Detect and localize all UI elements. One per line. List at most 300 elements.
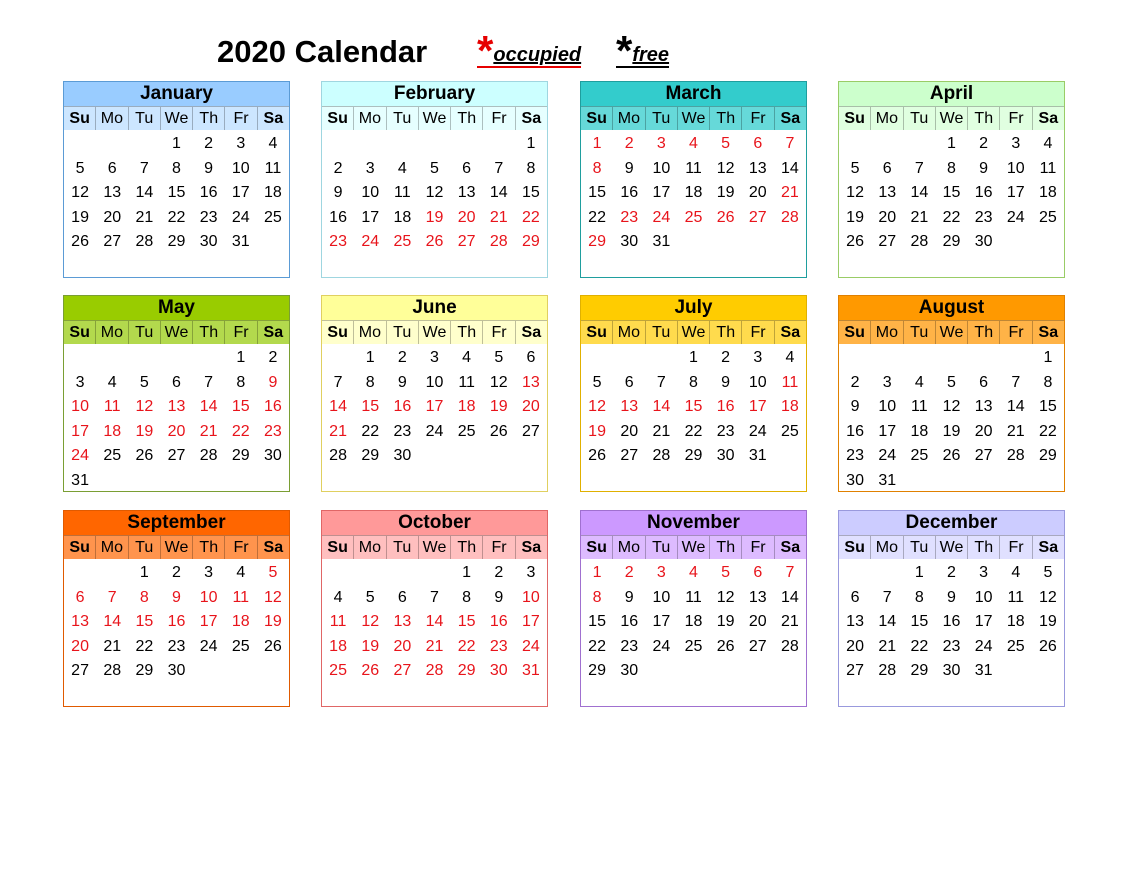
day-cell: 10: [748, 373, 767, 391]
weekday-header-row: [581, 535, 806, 559]
day-cell-occupied: 22: [457, 637, 476, 655]
empty-day-cell: [968, 346, 1000, 371]
day-cell-occupied: 15: [231, 398, 250, 416]
day-cell-occupied: 14: [199, 398, 218, 416]
day-cell: 31: [878, 471, 897, 489]
day-cell: 28: [910, 233, 929, 251]
day-cell-occupied: 6: [75, 588, 85, 606]
day-cell: 7: [139, 159, 149, 177]
day-cell: 25: [684, 637, 703, 655]
weekday-label: We: [936, 106, 968, 130]
day-cell: 22: [135, 637, 154, 655]
day-cell: 21: [781, 613, 799, 631]
day-cell: 15: [588, 184, 606, 202]
day-cell: 14: [781, 588, 799, 606]
month-name: May: [64, 296, 289, 320]
day-cell-occupied: 18: [103, 422, 122, 440]
day-cell: 14: [489, 184, 508, 202]
day-cell: 9: [850, 398, 860, 416]
day-cell-occupied: 26: [716, 208, 735, 226]
weekday-label: Th: [710, 106, 742, 130]
empty-day-cell: [128, 346, 160, 371]
occupied-star-icon: *: [477, 27, 494, 74]
day-cell: 6: [850, 588, 860, 606]
day-cell: 5: [139, 373, 149, 391]
day-cell: 29: [231, 447, 250, 465]
day-cell: 25: [1039, 208, 1057, 226]
empty-day-cell: [96, 346, 128, 371]
day-cell-occupied: 11: [103, 398, 121, 416]
day-cell: 16: [620, 184, 639, 202]
weekday-header-row: [322, 320, 547, 344]
day-cell: 26: [846, 233, 864, 251]
weekday-label: Su: [64, 320, 96, 344]
weekday-label: Tu: [904, 106, 936, 130]
day-cell: 16: [942, 613, 961, 631]
day-cell: 12: [425, 184, 444, 202]
weekday-header-row: [839, 106, 1064, 130]
weekday-label: Su: [581, 320, 613, 344]
day-cell: 3: [882, 373, 892, 391]
empty-day-cell: [645, 346, 677, 371]
empty-day-cell: [903, 132, 935, 157]
day-cell: 31: [71, 471, 89, 489]
empty-day-cell: [483, 132, 515, 157]
day-cell: 10: [361, 184, 380, 202]
weekday-label: Mo: [871, 320, 903, 344]
day-cell: 30: [846, 471, 864, 489]
weekday-label: Fr: [225, 106, 257, 130]
weekday-label: Mo: [871, 535, 903, 559]
day-cell: 2: [268, 349, 278, 366]
day-cell: 16: [620, 613, 639, 631]
weekday-label: We: [161, 106, 193, 130]
day-cell-occupied: 6: [753, 135, 763, 152]
day-cell: 28: [781, 637, 799, 655]
day-cell: 10: [974, 588, 993, 606]
weekday-label: Su: [64, 535, 96, 559]
day-cell: 28: [1006, 447, 1025, 465]
day-cell-occupied: 10: [199, 588, 218, 606]
day-cell: 29: [910, 662, 929, 680]
day-cell-occupied: 29: [457, 662, 476, 680]
day-cell: 22: [684, 422, 703, 440]
day-cell-occupied: 19: [135, 422, 154, 440]
day-cell-occupied: 14: [652, 398, 671, 416]
day-cell: 22: [910, 637, 929, 655]
day-cell-occupied: 18: [457, 398, 476, 416]
day-cell: 24: [1006, 208, 1025, 226]
day-cell: 2: [721, 349, 731, 366]
day-cell-occupied: 12: [264, 588, 282, 606]
day-cell-occupied: 8: [592, 159, 602, 177]
day-cell: 19: [846, 208, 864, 226]
day-cell: 1: [947, 135, 956, 152]
day-cell: 8: [365, 373, 375, 391]
day-cell: 1: [689, 349, 698, 366]
day-cell-occupied: 9: [172, 588, 181, 606]
day-cell-occupied: 29: [588, 233, 606, 251]
day-cell: 8: [689, 373, 698, 391]
day-cell: 2: [850, 373, 860, 391]
day-cell: 21: [135, 208, 154, 226]
day-cell: 4: [914, 373, 924, 391]
weekday-label: Fr: [1000, 106, 1032, 130]
day-cell: 24: [974, 637, 993, 655]
day-cell: 6: [624, 373, 634, 391]
day-cell-occupied: 15: [684, 398, 703, 416]
day-cell: 31: [748, 447, 767, 465]
weekday-label: Tu: [387, 106, 419, 130]
day-cell: 11: [685, 588, 702, 606]
weekday-label: Th: [193, 320, 225, 344]
day-cell: 25: [1006, 637, 1025, 655]
day-cell: 20: [846, 637, 864, 655]
day-cell-occupied: 14: [103, 613, 122, 631]
day-cell: 4: [107, 373, 117, 391]
day-cell-occupied: 3: [656, 135, 666, 152]
day-cell: 17: [974, 613, 993, 631]
weekday-label: Th: [968, 106, 1000, 130]
day-cell: 27: [878, 233, 897, 251]
empty-day-cell: [871, 561, 903, 586]
day-cell: 9: [624, 159, 634, 177]
day-cell-occupied: 17: [748, 398, 767, 416]
legend-occupied-label: occupied: [493, 44, 582, 66]
empty-day-cell: [354, 561, 386, 586]
day-cell: 13: [457, 184, 476, 202]
day-cell: 12: [71, 184, 89, 202]
day-cell-occupied: 8: [139, 588, 149, 606]
day-cell: 3: [204, 564, 214, 581]
weekday-label: We: [161, 320, 193, 344]
day-cell: 1: [526, 135, 536, 152]
weekday-label: We: [936, 320, 968, 344]
day-cell: 24: [748, 422, 767, 440]
weekday-label: Fr: [225, 535, 257, 559]
weekday-label: Sa: [516, 320, 547, 344]
day-cell: 18: [1006, 613, 1025, 631]
day-cell: 29: [684, 447, 703, 465]
weekday-label: Sa: [516, 106, 547, 130]
day-cell: 18: [264, 184, 282, 202]
empty-day-cell: [386, 561, 418, 586]
day-cell: 19: [942, 422, 961, 440]
day-cell: 26: [489, 422, 508, 440]
day-cell: 16: [974, 184, 993, 202]
day-grid: [839, 130, 1064, 255]
day-cell: 27: [522, 422, 540, 440]
empty-day-cell: [839, 346, 871, 371]
day-cell: 9: [333, 184, 343, 202]
weekday-label: Mo: [613, 535, 645, 559]
weekday-label: We: [161, 535, 193, 559]
weekday-label: Th: [710, 535, 742, 559]
day-cell-occupied: 11: [329, 613, 347, 631]
day-cell: 14: [910, 184, 929, 202]
day-cell-occupied: 8: [592, 588, 602, 606]
day-cell: 3: [979, 564, 989, 581]
weekday-label: Tu: [646, 535, 678, 559]
weekday-label: Su: [581, 106, 613, 130]
day-cell-occupied: 28: [489, 233, 508, 251]
day-cell-occupied: 18: [781, 398, 799, 416]
day-cell: 14: [135, 184, 154, 202]
day-cell: 24: [878, 447, 897, 465]
day-cell: 20: [620, 422, 639, 440]
weekday-header-row: [64, 535, 289, 559]
day-cell-occupied: 13: [71, 613, 89, 631]
day-cell: 2: [947, 564, 956, 581]
day-cell: 9: [947, 588, 956, 606]
day-cell-occupied: 18: [329, 637, 347, 655]
day-cell: 18: [684, 184, 703, 202]
day-cell: 18: [684, 613, 703, 631]
day-cell: 13: [846, 613, 864, 631]
day-cell: 12: [489, 373, 508, 391]
day-cell: 13: [748, 159, 767, 177]
day-cell: 9: [624, 588, 634, 606]
weekday-label: Th: [451, 320, 483, 344]
day-cell-occupied: 19: [264, 613, 282, 631]
month-december: [838, 510, 1065, 707]
day-grid: [64, 344, 289, 494]
day-cell: 30: [974, 233, 993, 251]
day-cell: 15: [1039, 398, 1057, 416]
empty-day-cell: [839, 132, 871, 157]
empty-day-cell: [418, 132, 450, 157]
day-cell: 4: [236, 564, 246, 581]
day-cell: 4: [785, 349, 795, 366]
day-cell: 29: [167, 233, 186, 251]
month-name: April: [839, 82, 1064, 106]
day-cell: 25: [910, 447, 929, 465]
day-cell: 10: [652, 159, 671, 177]
weekday-label: Mo: [96, 320, 128, 344]
day-cell: 7: [333, 373, 343, 391]
day-cell: 22: [361, 422, 380, 440]
empty-day-cell: [160, 346, 192, 371]
day-cell-occupied: 28: [425, 662, 444, 680]
day-cell: 25: [103, 447, 122, 465]
day-cell: 25: [231, 637, 250, 655]
day-cell: 30: [199, 233, 218, 251]
weekday-header-row: [322, 106, 547, 130]
day-cell: 25: [264, 208, 282, 226]
day-cell-occupied: 5: [268, 564, 278, 581]
day-cell-occupied: 24: [522, 637, 540, 655]
day-cell: 10: [652, 588, 671, 606]
weekday-label: Th: [193, 535, 225, 559]
day-cell: 19: [71, 208, 89, 226]
weekday-label: Fr: [742, 320, 774, 344]
weekday-label: Th: [451, 535, 483, 559]
month-name: August: [839, 296, 1064, 320]
day-cell: 10: [1006, 159, 1025, 177]
empty-day-cell: [839, 561, 871, 586]
day-cell-occupied: 6: [753, 564, 763, 581]
day-cell: 6: [882, 159, 892, 177]
weekday-header-row: [322, 535, 547, 559]
day-cell: 6: [526, 349, 536, 366]
weekday-label: Sa: [258, 106, 289, 130]
day-cell: 15: [522, 184, 540, 202]
day-cell: 15: [167, 184, 186, 202]
day-cell: 26: [135, 447, 154, 465]
day-cell: 8: [914, 588, 924, 606]
day-cell: 23: [716, 422, 735, 440]
weekday-label: We: [678, 535, 710, 559]
day-cell-occupied: 15: [135, 613, 154, 631]
day-cell-occupied: 16: [167, 613, 186, 631]
weekday-label: Mo: [871, 106, 903, 130]
month-name: June: [322, 296, 547, 320]
day-grid: [839, 344, 1064, 494]
day-cell: 29: [135, 662, 154, 680]
day-cell: 5: [430, 159, 439, 177]
weekday-label: Sa: [775, 320, 806, 344]
day-cell: 24: [199, 637, 218, 655]
weekday-label: Fr: [742, 535, 774, 559]
month-august: [838, 295, 1065, 492]
day-cell: 5: [365, 588, 375, 606]
day-cell-occupied: 10: [522, 588, 540, 606]
weekday-header-row: [839, 320, 1064, 344]
month-june: [321, 295, 548, 492]
day-cell: 14: [1006, 398, 1025, 416]
day-cell-occupied: 21: [425, 637, 444, 655]
day-cell: 21: [1006, 422, 1025, 440]
weekday-label: Tu: [129, 106, 161, 130]
weekday-label: Su: [322, 106, 354, 130]
day-cell-occupied: 23: [329, 233, 347, 251]
day-cell: 15: [942, 184, 961, 202]
day-cell-occupied: 24: [71, 447, 89, 465]
day-cell: 23: [846, 447, 864, 465]
day-cell: 27: [974, 447, 993, 465]
day-cell-occupied: 20: [393, 637, 412, 655]
day-cell: 5: [75, 159, 85, 177]
day-cell: 4: [397, 159, 407, 177]
weekday-label: Th: [968, 535, 1000, 559]
empty-day-cell: [581, 346, 613, 371]
day-cell: 28: [199, 447, 218, 465]
day-grid: [581, 559, 806, 684]
empty-day-cell: [1000, 346, 1032, 371]
day-cell-occupied: 19: [489, 398, 508, 416]
day-cell: 10: [878, 398, 897, 416]
day-cell: 4: [1011, 564, 1021, 581]
day-cell: 20: [974, 422, 993, 440]
day-cell: 10: [425, 373, 444, 391]
day-cell: 22: [588, 208, 606, 226]
day-cell-occupied: 14: [329, 398, 347, 416]
day-cell: 1: [365, 349, 375, 366]
weekday-label: Fr: [483, 106, 515, 130]
day-cell-occupied: 14: [425, 613, 444, 631]
month-january: [63, 81, 290, 278]
day-cell-occupied: 7: [785, 564, 795, 581]
day-cell: 29: [942, 233, 961, 251]
day-cell: 17: [361, 208, 380, 226]
day-cell: 29: [588, 662, 606, 680]
day-cell-occupied: 17: [522, 613, 540, 631]
weekday-label: Fr: [483, 320, 515, 344]
weekday-label: Th: [193, 106, 225, 130]
day-cell: 23: [974, 208, 993, 226]
day-cell: 9: [979, 159, 989, 177]
day-cell: 25: [457, 422, 476, 440]
day-cell: 7: [882, 588, 892, 606]
page-title: 2020 Calendar: [217, 34, 428, 69]
day-cell: 13: [103, 184, 122, 202]
day-cell-occupied: 21: [199, 422, 218, 440]
weekday-label: Sa: [258, 320, 289, 344]
day-cell: 29: [1039, 447, 1057, 465]
weekday-header-row: [581, 320, 806, 344]
day-cell: 28: [329, 447, 347, 465]
weekday-label: We: [419, 320, 451, 344]
day-cell-occupied: 28: [781, 208, 799, 226]
weekday-label: Mo: [613, 320, 645, 344]
day-cell-occupied: 2: [624, 564, 634, 581]
empty-day-cell: [871, 132, 903, 157]
day-cell: 12: [716, 588, 735, 606]
weekday-label: Sa: [1033, 535, 1064, 559]
day-cell: 17: [1006, 184, 1025, 202]
day-cell-occupied: 23: [264, 422, 282, 440]
weekday-label: Tu: [646, 320, 678, 344]
day-cell: 22: [1039, 422, 1057, 440]
day-cell: 12: [942, 398, 961, 416]
day-cell-occupied: 5: [721, 564, 731, 581]
day-cell-occupied: 16: [716, 398, 735, 416]
day-cell: 8: [236, 373, 246, 391]
day-cell: 14: [781, 159, 799, 177]
day-cell-occupied: 20: [167, 422, 186, 440]
day-cell-occupied: 19: [425, 208, 444, 226]
day-cell-occupied: 20: [522, 398, 540, 416]
weekday-label: Sa: [516, 535, 547, 559]
weekday-label: Th: [968, 320, 1000, 344]
empty-day-cell: [128, 132, 160, 157]
day-cell: 6: [172, 373, 181, 391]
day-cell: 3: [365, 159, 375, 177]
day-cell: 7: [494, 159, 504, 177]
day-cell: 18: [910, 422, 929, 440]
day-cell: 30: [716, 447, 735, 465]
day-cell: 19: [716, 184, 735, 202]
day-cell: 11: [1039, 159, 1057, 177]
day-cell-occupied: 31: [522, 662, 540, 680]
month-name: November: [581, 511, 806, 535]
empty-day-cell: [903, 346, 935, 371]
day-cell-occupied: 24: [652, 208, 671, 226]
weekday-label: Tu: [904, 320, 936, 344]
day-cell-occupied: 12: [588, 398, 606, 416]
empty-day-cell: [935, 346, 967, 371]
day-cell-occupied: 17: [425, 398, 444, 416]
day-cell-occupied: 19: [588, 422, 606, 440]
day-cell: 22: [942, 208, 961, 226]
day-cell: 13: [878, 184, 897, 202]
day-cell-occupied: 11: [232, 588, 250, 606]
day-cell-occupied: 9: [268, 373, 278, 391]
day-cell-occupied: 22: [231, 422, 250, 440]
weekday-label: Tu: [129, 535, 161, 559]
day-cell: 8: [172, 159, 181, 177]
day-cell: 22: [588, 637, 606, 655]
